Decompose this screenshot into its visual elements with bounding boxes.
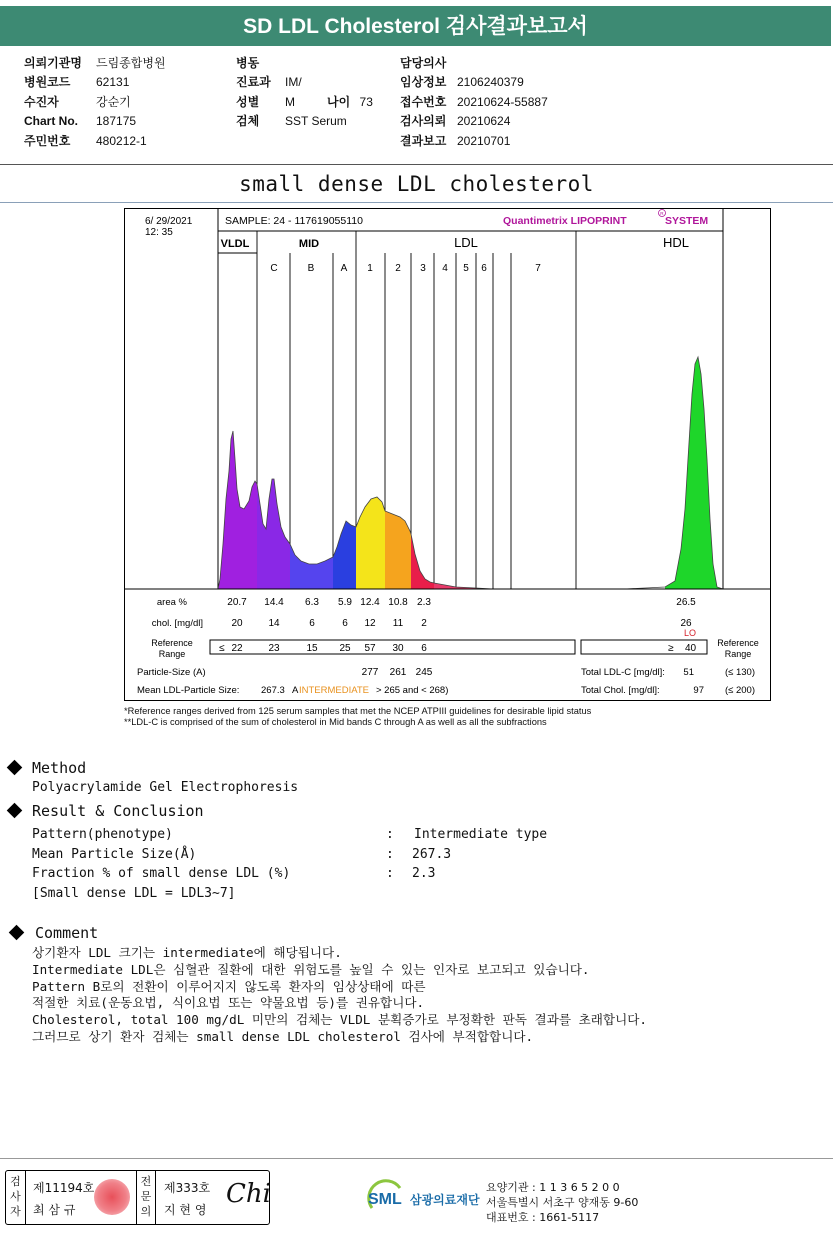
ref-value: 57 bbox=[364, 643, 376, 654]
ref-sign: ≤ bbox=[219, 643, 225, 654]
result-label: Mean Particle Size(Å) bbox=[32, 846, 197, 862]
result-colon: : bbox=[386, 827, 394, 842]
info-row bbox=[400, 112, 548, 131]
curve-band-area bbox=[290, 544, 333, 589]
info-label: 진료과 bbox=[236, 75, 271, 90]
mean-size-type: INTERMEDIATE bbox=[299, 685, 370, 696]
registered-mark: R bbox=[660, 211, 664, 216]
chol-row-label: chol. [mg/dl] bbox=[151, 618, 203, 629]
band-label-2: 2 bbox=[395, 263, 401, 274]
info-value: IM/ bbox=[285, 75, 302, 90]
chol-value: 26 bbox=[680, 618, 692, 629]
band-label-6: 6 bbox=[481, 263, 487, 274]
mean-size-range: > 265 and < 268) bbox=[376, 685, 449, 696]
info-label: Chart No. bbox=[24, 114, 78, 129]
age-value: 73 bbox=[359, 94, 373, 109]
hdl-flag: LO bbox=[683, 628, 697, 638]
total-ldl-ref: (≤ 130) bbox=[724, 667, 755, 678]
total-chol-label: Total Chol. [mg/dl]: bbox=[581, 685, 660, 696]
mean-size-value: 267.3 bbox=[261, 685, 285, 696]
method-bullet-icon bbox=[7, 760, 23, 776]
specialist-name: 지 현 영 bbox=[164, 1203, 207, 1217]
result-value: 2.3 bbox=[412, 866, 436, 882]
result-heading: Result & Conclusion bbox=[32, 802, 204, 820]
ref-value: 23 bbox=[268, 643, 280, 654]
info-row bbox=[236, 54, 347, 73]
age-field bbox=[327, 93, 373, 112]
result-bullet-icon bbox=[7, 803, 23, 819]
specialist-role: 전 문 의 bbox=[136, 1171, 156, 1224]
info-row bbox=[400, 93, 548, 112]
info-row bbox=[236, 73, 347, 92]
sample-label: SAMPLE: 24 - 117619055110 bbox=[225, 215, 363, 227]
info-value: 62131 bbox=[96, 75, 130, 90]
chol-value: 2 bbox=[421, 618, 427, 629]
info-value: SST Serum bbox=[285, 114, 347, 129]
info-row bbox=[24, 112, 166, 131]
org-code: 요양기관 : 1 1 3 6 5 2 0 0 bbox=[486, 1181, 620, 1194]
comment-line: 상기환자 LDL 크기는 intermediate에 해당됩니다. bbox=[32, 945, 342, 960]
ref-label-right-2: Range bbox=[724, 649, 752, 659]
info-label: 임상정보 bbox=[400, 75, 447, 90]
chol-value: 12 bbox=[364, 618, 376, 629]
result-note: [Small dense LDL = LDL3~7] bbox=[32, 886, 236, 901]
org-address: 서울특별시 서초구 양재동 9-60 bbox=[486, 1196, 639, 1209]
total-chol-value: 97 bbox=[693, 685, 704, 696]
age-label: 나이 bbox=[327, 94, 351, 109]
electrophoresis-chart bbox=[125, 209, 770, 700]
band-label-c: C bbox=[270, 263, 278, 274]
info-label: 검체 bbox=[236, 114, 260, 129]
method-text: Polyacrylamide Gel Electrophoresis bbox=[32, 780, 299, 795]
info-label: 주민번호 bbox=[24, 133, 71, 148]
group-label-vldl: VLDL bbox=[220, 238, 250, 250]
result-value: Intermediate type bbox=[414, 827, 548, 842]
org-name: 삼광의료재단 bbox=[410, 1193, 480, 1207]
info-label: 결과보고 bbox=[400, 133, 447, 148]
inspector-name: 최 삼 규 bbox=[33, 1203, 76, 1217]
area-value: 12.4 bbox=[360, 597, 380, 608]
info-label: 병동 bbox=[236, 56, 260, 70]
chol-value: 14 bbox=[268, 618, 280, 629]
chol-value: 6 bbox=[342, 618, 348, 629]
area-value: 20.7 bbox=[227, 597, 247, 608]
lipoprint-chart bbox=[124, 208, 771, 701]
ref-value: 25 bbox=[339, 643, 351, 654]
info-row bbox=[400, 132, 548, 151]
particle-size-value: 245 bbox=[415, 667, 433, 678]
comment-heading: Comment bbox=[35, 924, 99, 942]
chol-value: 11 bbox=[392, 618, 404, 629]
chart-date: 6/ 29/2021 bbox=[145, 216, 193, 227]
info-row bbox=[24, 54, 166, 73]
result-label: Pattern(phenotype) bbox=[32, 827, 173, 842]
comment-line: 적절한 치료(운동요법, 식이요법 또는 약물요법 등)를 권유합니다. bbox=[32, 995, 425, 1011]
total-chol-ref: (≤ 200) bbox=[724, 685, 755, 696]
area-value: 10.8 bbox=[388, 597, 408, 608]
ref-hdl-value: 40 bbox=[685, 643, 697, 654]
inspector-license: 제11194호 bbox=[33, 1181, 95, 1195]
area-value: 6.3 bbox=[305, 597, 319, 608]
org-logo-text: SML bbox=[368, 1191, 402, 1208]
band-label-4: 4 bbox=[442, 263, 448, 274]
page-subtitle: small dense LDL cholesterol bbox=[239, 172, 594, 196]
curve-band-area bbox=[333, 521, 356, 589]
particle-size-label: Particle-Size (A) bbox=[137, 667, 206, 678]
area-value: 5.9 bbox=[338, 597, 352, 608]
info-row bbox=[24, 73, 166, 92]
band-label-a: A bbox=[340, 263, 348, 274]
total-ldl-label: Total LDL-C [mg/dl]: bbox=[581, 667, 665, 678]
info-value: 480212-1 bbox=[96, 133, 147, 148]
info-row bbox=[24, 93, 166, 112]
ref-value: 30 bbox=[392, 643, 404, 654]
area-value: 26.5 bbox=[676, 597, 696, 608]
inspector-role: 검 사 자 bbox=[6, 1171, 26, 1224]
info-label: 성별 bbox=[236, 94, 260, 109]
info-value: 강순기 bbox=[96, 94, 131, 109]
info-value: 드림종합병원 bbox=[96, 56, 166, 70]
chol-value: 6 bbox=[309, 618, 315, 629]
group-label-ldl: LDL bbox=[454, 235, 478, 250]
report-title: SD LDL Cholesterol 검사결과보고서 bbox=[0, 6, 831, 46]
group-label-hdl: HDL bbox=[662, 235, 690, 250]
group-label-mid: MID bbox=[298, 238, 320, 250]
footnote-2: **LDL-C is comprised of the sum of cholesterol in Mid bands C through A as well as all the subfractions bbox=[124, 717, 547, 727]
chart-time: 12: 35 bbox=[145, 227, 173, 238]
ref-value: 6 bbox=[421, 643, 427, 654]
band-label-b: B bbox=[307, 263, 315, 274]
comment-line: Pattern B로의 전환이 이루어지지 않도록 환자의 임상상태에 따른 bbox=[32, 978, 426, 994]
result-value: 267.3 bbox=[412, 846, 452, 862]
chol-value: 20 bbox=[231, 618, 243, 629]
specialist-license: 제333호 bbox=[164, 1181, 211, 1195]
curve-band-area bbox=[665, 357, 723, 589]
info-value: M bbox=[285, 94, 295, 109]
curve-band-area bbox=[356, 497, 385, 589]
inspector-seal-icon bbox=[94, 1179, 130, 1215]
area-value: 2.3 bbox=[417, 597, 431, 608]
band-label-7: 7 bbox=[535, 263, 541, 274]
particle-size-value: 277 bbox=[361, 667, 379, 678]
patient-info-column bbox=[24, 54, 166, 151]
info-value: 20210624 bbox=[457, 114, 511, 129]
brand-suffix: SYSTEM bbox=[665, 215, 709, 227]
ref-value: 22 bbox=[231, 643, 243, 654]
signature-box bbox=[5, 1170, 270, 1225]
info-row bbox=[400, 54, 548, 73]
ref-value: 15 bbox=[306, 643, 318, 654]
area-row-label: area % bbox=[156, 597, 187, 608]
result-colon: : bbox=[386, 846, 394, 862]
org-logo-icon bbox=[366, 1178, 406, 1218]
total-ldl-value: 51 bbox=[683, 667, 694, 678]
info-row bbox=[24, 132, 166, 151]
info-label: 의뢰기관명 bbox=[24, 56, 82, 70]
info-row bbox=[400, 73, 548, 92]
info-value: 187175 bbox=[96, 114, 137, 129]
info-label: 병원코드 bbox=[24, 75, 71, 90]
info-label: 검사의뢰 bbox=[400, 114, 447, 129]
ref-label-2: Range bbox=[158, 649, 186, 659]
subtitle-underline bbox=[0, 202, 833, 203]
band-label-5: 5 bbox=[463, 263, 469, 274]
info-label: 접수번호 bbox=[400, 94, 447, 109]
footer-divider bbox=[0, 1158, 833, 1159]
curve-band-area bbox=[411, 534, 434, 589]
doctor-info-column bbox=[400, 54, 548, 151]
info-value: 20210624-55887 bbox=[457, 94, 548, 109]
info-label: 담당의사 bbox=[400, 56, 447, 70]
ref-label-1: Reference bbox=[151, 638, 193, 648]
brand-label: Quantimetrix LIPOPRINT bbox=[503, 215, 627, 227]
comment-bullet-icon bbox=[9, 925, 25, 941]
curve-band-area bbox=[385, 511, 411, 589]
comment-line: 그러므로 상기 환자 검체는 small dense LDL cholesterol 검사에 부적합합니다. bbox=[32, 1029, 534, 1044]
curve-band-area bbox=[218, 431, 257, 589]
curve-band-area bbox=[257, 479, 290, 589]
info-label: 수진자 bbox=[24, 94, 59, 109]
org-phone: 대표번호 : 1661-5117 bbox=[486, 1211, 600, 1224]
info-row bbox=[236, 112, 347, 131]
area-value: 14.4 bbox=[264, 597, 284, 608]
ref-label-right-1: Reference bbox=[717, 638, 759, 648]
header-divider bbox=[0, 164, 833, 165]
mean-size-unit: A bbox=[292, 685, 299, 696]
info-value: 20210701 bbox=[457, 133, 511, 148]
comment-line: Intermediate LDL은 심혈관 질환에 대한 위험도를 높일 수 있는 인자로 보고되고 있습니다. bbox=[32, 961, 590, 977]
comment-line: Cholesterol, total 100 mg/dL 미만의 검체는 VLDL 분획증가로 부정확한 판독 결과를 초래합니다. bbox=[32, 1012, 648, 1028]
method-heading: Method bbox=[32, 759, 87, 777]
specialist-signature-icon: Chi bbox=[226, 1179, 271, 1209]
band-label-3: 3 bbox=[420, 263, 426, 274]
info-value: 2106240379 bbox=[457, 75, 524, 90]
mean-size-label: Mean LDL-Particle Size: bbox=[137, 685, 240, 696]
result-label: Fraction % of small dense LDL (%) bbox=[32, 866, 291, 882]
band-label-1: 1 bbox=[367, 263, 373, 274]
result-colon: : bbox=[386, 866, 394, 882]
ref-hdl-sign: ≥ bbox=[668, 643, 674, 654]
particle-size-value: 261 bbox=[389, 667, 407, 678]
footnote-1: *Reference ranges derived from 125 serum samples that met the NCEP ATPIII guidelines for desirable lipid status bbox=[124, 706, 592, 716]
